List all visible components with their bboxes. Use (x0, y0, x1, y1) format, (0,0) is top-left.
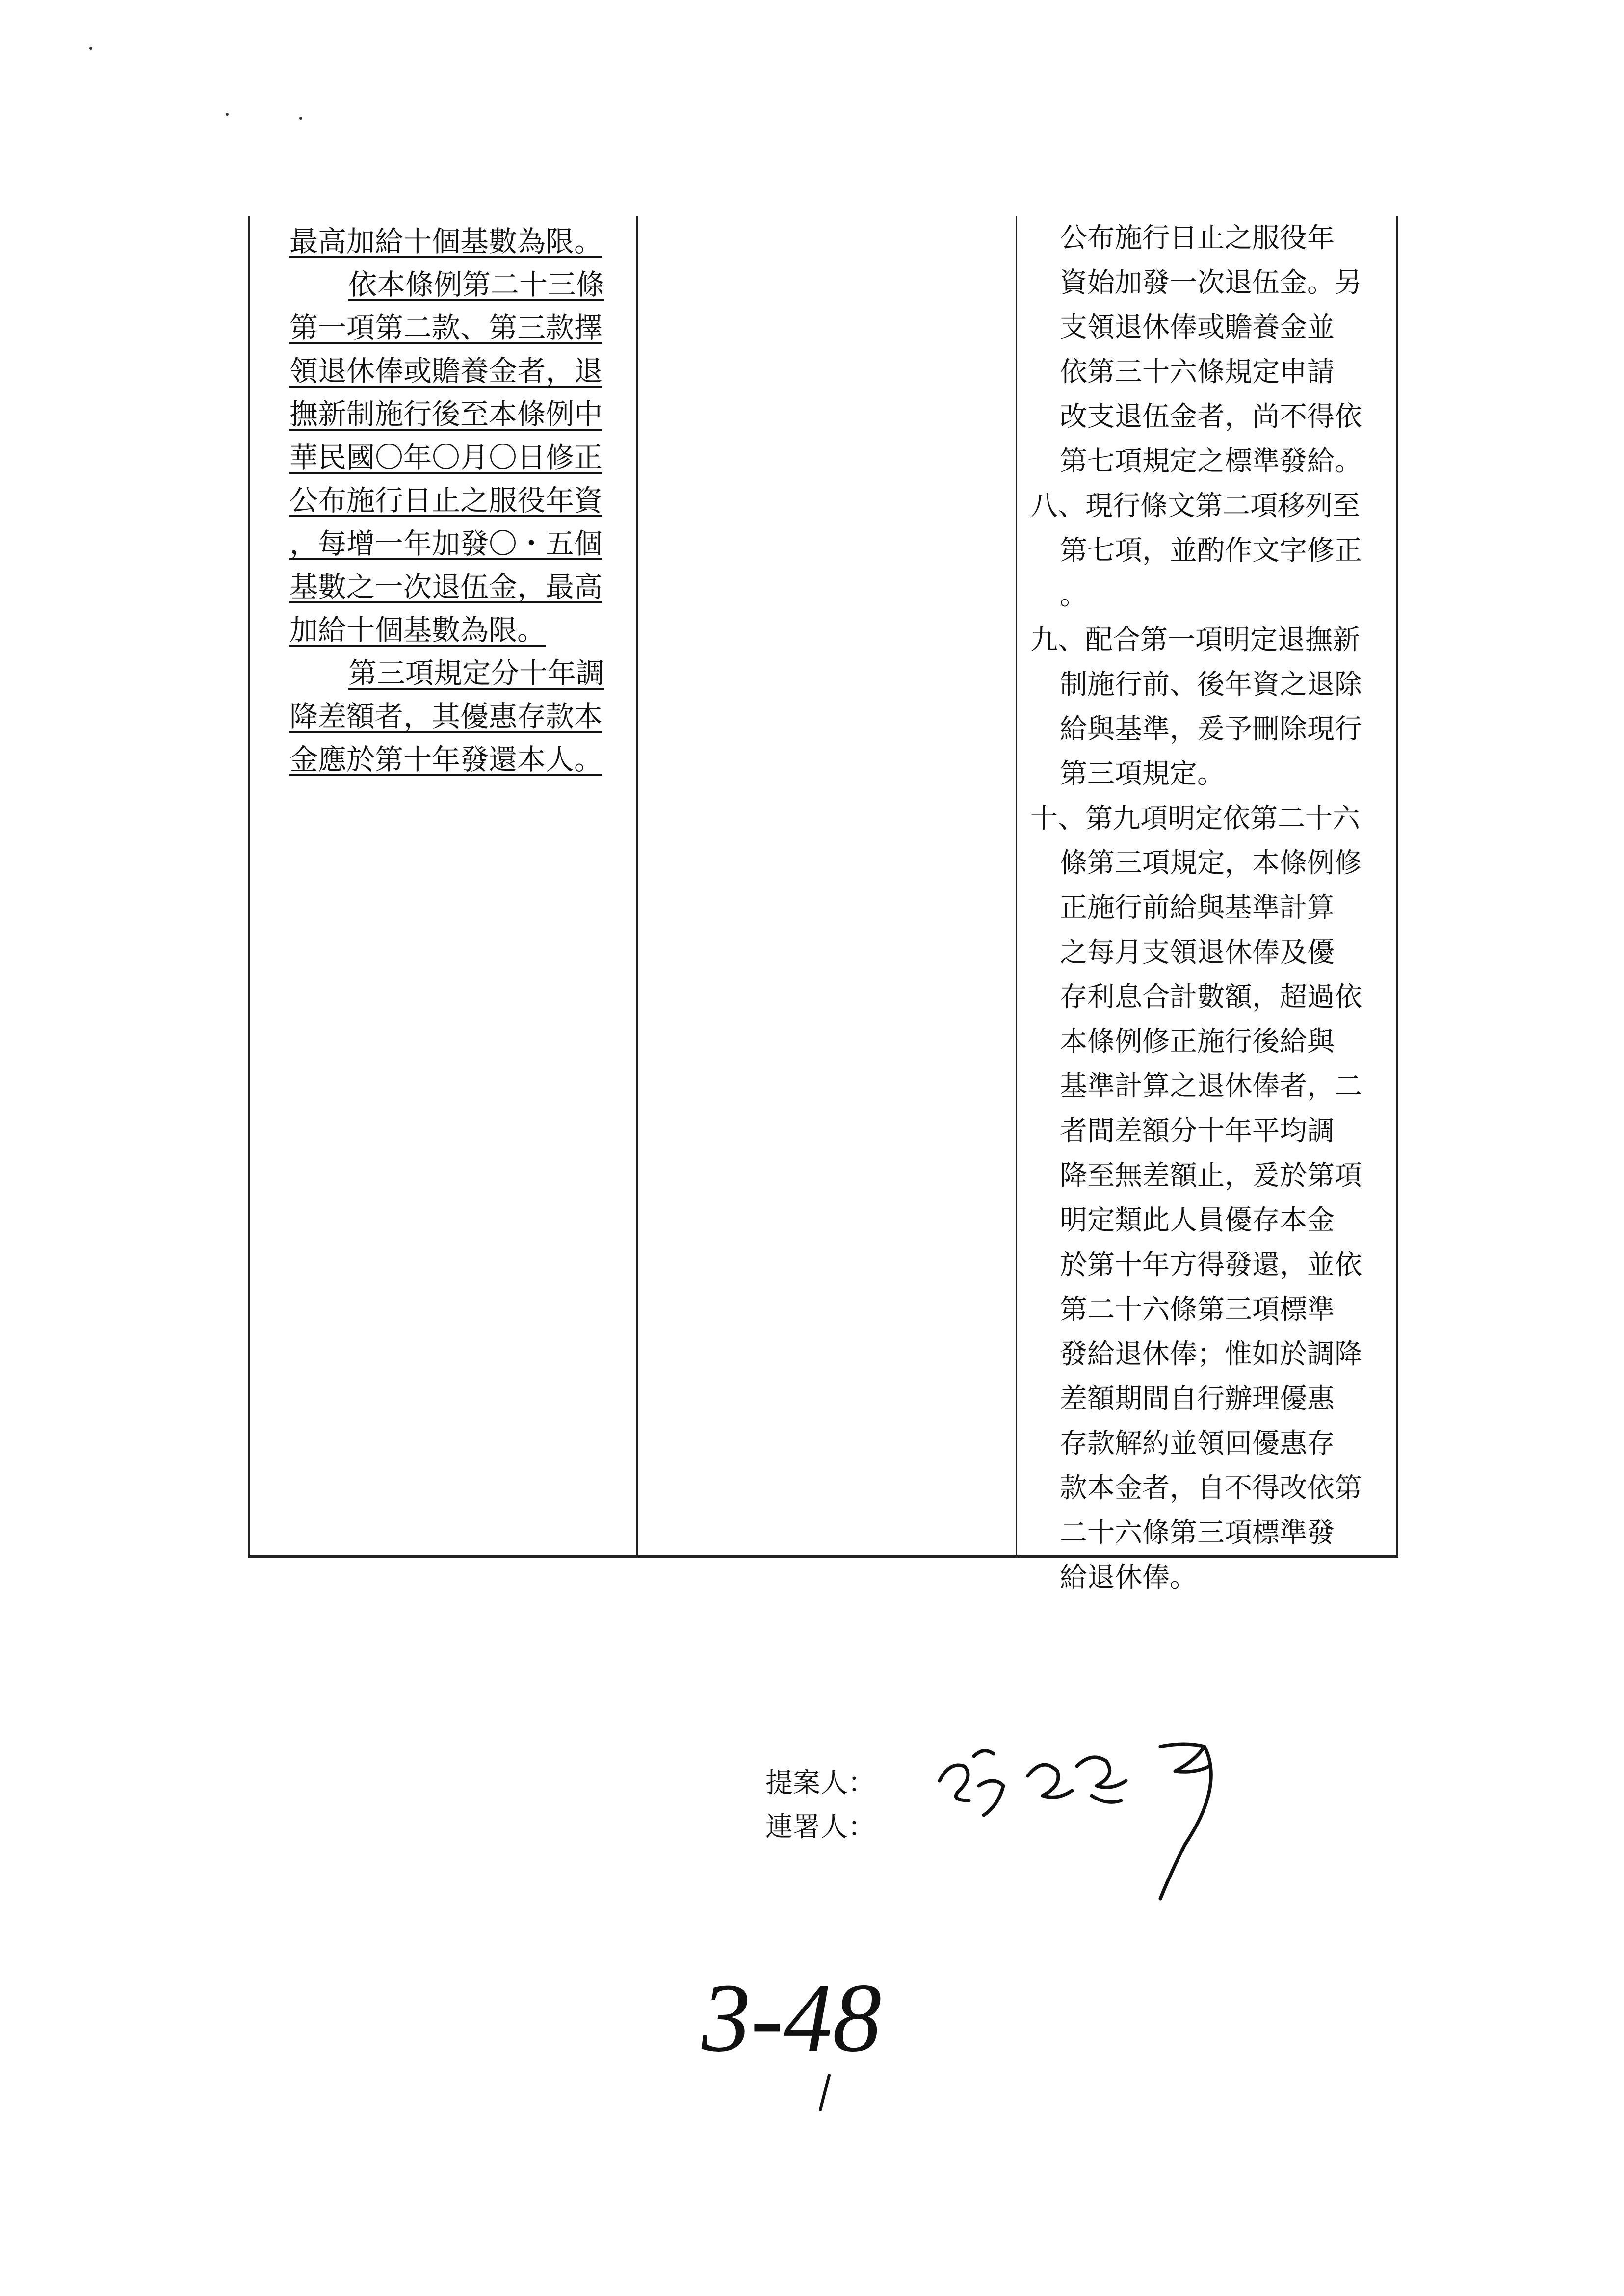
explanation-column (1030, 216, 1384, 1600)
handwritten-page-number (692, 1962, 898, 2124)
text-line: 條第三項規定，本條例修 (1060, 847, 1362, 879)
signature-labels (765, 1761, 875, 1850)
text-line: 發給退休俸；惟如於調降 (1060, 1338, 1362, 1370)
text-line: 華民國〇年〇月〇日修正 (289, 441, 603, 474)
text-line: 第七項規定之標準發給。 (1060, 445, 1362, 477)
text-line: 改支退伍金者，尚不得依 (1060, 401, 1362, 433)
text-line: 依本條例第二十三條 (348, 268, 605, 301)
text-line: 八、現行條文第二項移列至 (1030, 490, 1360, 522)
text-line: 明定類此人員優存本金 (1060, 1204, 1335, 1236)
text-line: ，每增一年加發〇・五個 (289, 527, 603, 560)
text-line: 制施行前、後年資之退除 (1060, 669, 1362, 701)
text-line: 第三項規定分十年調 (348, 656, 605, 690)
text-line: 第三項規定。 (1060, 758, 1225, 790)
text-line: 於第十年方得發還，並依 (1060, 1249, 1362, 1281)
text-line: 給退休俸。 (1060, 1562, 1197, 1593)
text-line: 本條例修正施行後給與 (1060, 1026, 1335, 1058)
text-line: 十、第九項明定依第二十六 (1030, 803, 1360, 835)
text-line: 依第三十六條規定申請 (1060, 356, 1335, 388)
text-line: 存利息合計數額，超過依 (1060, 981, 1362, 1013)
text-line: 差額期間自行辦理優惠 (1060, 1383, 1335, 1415)
text-line: 降差額者，其優惠存款本 (289, 700, 603, 733)
text-line: 款本金者，自不得改依第 (1060, 1472, 1362, 1504)
text-line: 者間差額分十年平均調 (1060, 1115, 1335, 1147)
text-line: 支領退休俸或贍養金並 (1060, 312, 1335, 343)
text-line: 。 (1060, 579, 1087, 611)
page-number-text: 3-48 (702, 1964, 882, 2072)
text-line: 九、配合第一項明定退撫新 (1030, 624, 1360, 656)
column-divider-2 (1016, 216, 1017, 1555)
text-line: 最高加給十個基數為限。 (289, 225, 603, 258)
cosigner-label: 連署人： (765, 1811, 875, 1843)
text-line: 之每月支領退休俸及優 (1060, 937, 1335, 968)
text-line: 領退休俸或贍養金者，退 (289, 354, 603, 388)
text-line: 基數之一次退伍金，最高 (289, 570, 603, 603)
text-line: 金應於第十年發還本人。 (289, 743, 603, 776)
text-line: 給與基準，爰予刪除現行 (1060, 713, 1362, 745)
text-line: 正施行前給與基準計算 (1060, 892, 1335, 924)
text-line: 第二十六條第三項標準 (1060, 1294, 1335, 1326)
text-line: 撫新制施行後至本條例中 (289, 397, 603, 431)
proposer-label: 提案人： (765, 1767, 875, 1799)
scan-speck (89, 47, 92, 50)
scan-speck (299, 117, 302, 120)
amended-text-column (289, 220, 616, 781)
text-line: 公布施行日止之服役年 (1060, 222, 1335, 254)
text-line: 二十六條第三項標準發 (1060, 1517, 1335, 1549)
text-line: 第七項，並酌作文字修正 (1060, 535, 1362, 567)
text-line: 資始加發一次退伍金。另 (1060, 267, 1362, 299)
scan-speck (226, 113, 229, 116)
column-divider-1 (636, 216, 638, 1555)
text-line: 第一項第二款、第三款擇 (289, 311, 603, 344)
text-line: 降至無差額止，爰於第項 (1060, 1160, 1362, 1192)
text-line: 加給十個基數為限。 (289, 613, 546, 647)
handwritten-signature (930, 1727, 1273, 1913)
text-line: 公布施行日止之服役年資 (289, 484, 603, 517)
text-line: 存款解約並領回優惠存 (1060, 1428, 1335, 1460)
text-line: 基準計算之退休俸者，二 (1060, 1070, 1362, 1102)
